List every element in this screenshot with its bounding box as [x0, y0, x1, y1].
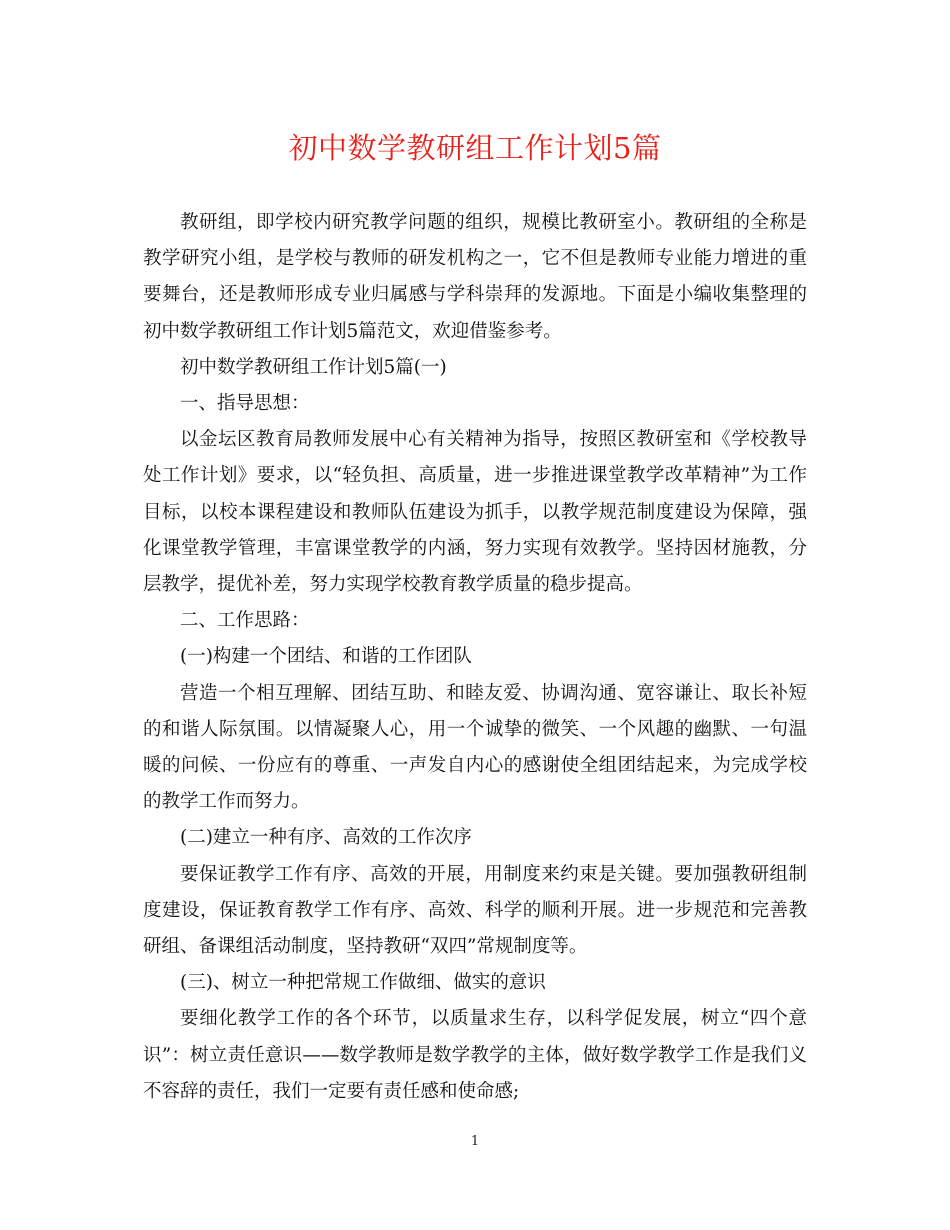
routine-paragraph: 要细化教学工作的各个环节，以质量求生存，以科学促发展，树立“四个意识”：树立责任意识——数学教师是数学教学的主体，做好数学教学工作是我们义不容辞的责任，我们一定要有责任感和使命感; — [143, 1008, 807, 1102]
document-body — [143, 205, 807, 1110]
page-number: 1 — [470, 1134, 480, 1149]
team-paragraph: 营造一个相互理解、团结互助、和睦友爱、协调沟通、宽容谦让、取长补短的和谐人际氛围。以情凝聚人心，用一个诚挚的微笑、一个风趣的幽默、一句温暖的问候、一份应有的尊重、一声发自内心的感谢使全组团结起来，为完成学校的教学工作而努力。 — [143, 682, 807, 813]
intro-paragraph: 教研组，即学校内研究教学问题的组织，规模比教研室小。教研组的全称是教学研究小组，是学校与教师的研发机构之一，它不但是教师专业能力增进的重要舞台，还是教师形成专业归属感与学科崇拜的发源地。下面是小编收集整理的初中数学教研组工作计划5篇范文，欢迎借鉴参考。 — [143, 212, 807, 342]
document-title: 初中数学教研组工作计划5篇 — [288, 131, 662, 165]
heading-guiding-thought: 一、指导思想： — [180, 393, 310, 415]
section-heading: 初中数学教研组工作计划5篇(一) — [180, 356, 447, 378]
subheading-routine: (三)、树立一种把常规工作做细、做实的意识 — [180, 972, 546, 994]
guiding-thought-paragraph: 以金坛区教育局教师发展中心有关精神为指导，按照区教研室和《学校教导处工作计划》要求，以“轻负担、高质量，进一步推进课堂教学改革精神”为工作目标，以校本课程建设和教师队伍建设为抓手，以教学规范制度建设为保障，强化课堂教学管理，丰富课堂教学的内涵，努力实现有效教学。坚持因材施教，分层教学，提优补差，努力实现学校教育教学质量的稳步提高。 — [143, 429, 807, 596]
heading-work-ideas: 二、工作思路： — [180, 610, 310, 632]
subheading-team: (一)构建一个团结、和谐的工作团队 — [180, 646, 472, 668]
order-paragraph: 要保证教学工作有序、高效的开展，用制度来约束是关键。要加强教研组制度建设，保证教育教学工作有序、高效、科学的顺利开展。进一步规范和完善教研组、备课组活动制度，坚持教研“双四”常规制度等。 — [143, 863, 807, 958]
subheading-order: (二)建立一种有序、高效的工作次序 — [180, 827, 472, 849]
